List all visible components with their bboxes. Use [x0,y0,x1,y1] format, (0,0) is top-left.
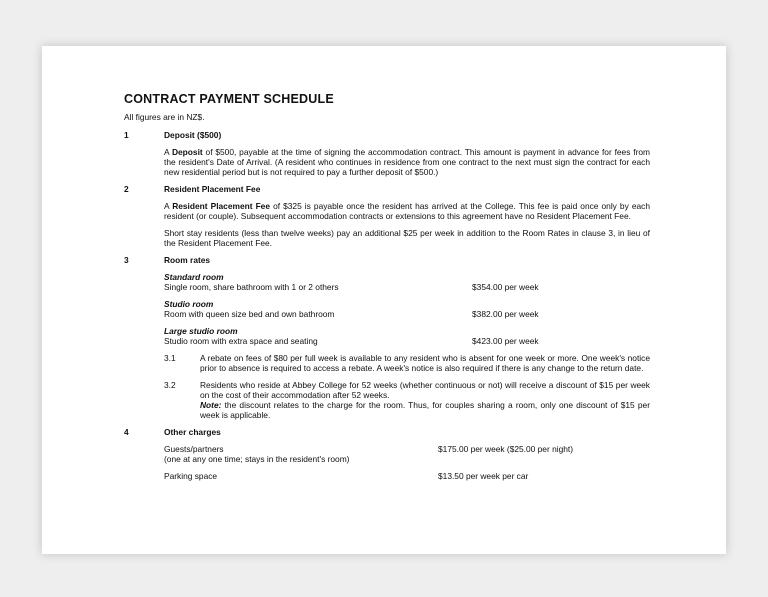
document-page [42,46,726,554]
room-name: Large studio room [164,326,238,336]
text-run: of $325 is payable once the resident has arrived at the College. This fee is paid once only by each resident (or couple). Subsequent accommodation contracts or extensions to this agreement have no Resident Placement Fee. [164,201,650,221]
room-price: $354.00 per week [472,282,539,292]
charge-parking [164,471,650,481]
bold-term: Resident Placement Fee [172,201,271,211]
room-price: $423.00 per week [472,336,539,346]
page-title: CONTRACT PAYMENT SCHEDULE [124,92,334,106]
placement-fee-paragraph [164,201,650,221]
section-heading: Deposit ($500) [164,130,222,140]
note-label: Note: [200,400,222,410]
charge-subnote: (one at any one time; stays in the resident's room) [164,454,350,464]
charge-description: Parking space [164,471,218,481]
section-number: 1 [124,130,129,140]
section-heading: Other charges [164,427,221,437]
currency-note: All figures are in NZ$. [124,112,205,122]
section-number: 3 [124,255,129,265]
text-run: of $500, payable at the time of signing the accommodation contract. This amount is payment in advance for fees from the resident's Date of Arrival. (A resident who continues in residence from one contract to the next must sign the contract for each new residential period but is not required to pay a further deposit of $500.) [164,147,650,177]
section-2-header [124,184,650,194]
clause-number: 3.2 [164,380,176,390]
section-heading: Room rates [164,255,211,265]
room-standard [164,272,650,292]
room-description: Single room, share bathroom with 1 or 2 others [164,282,339,292]
clause-3-2 [164,380,650,420]
section-number: 2 [124,184,129,194]
text-run: Residents who reside at Abbey College for 52 weeks (whether continuous or not) will receive a discount of $15 per week on the cost of their accommodation after 52 weeks. [200,380,650,400]
section-1-header [124,130,650,140]
section-heading: Resident Placement Fee [164,184,261,194]
charge-guests [164,444,650,464]
room-name: Standard room [164,272,224,282]
room-name: Studio room [164,299,214,309]
short-stay-paragraph: Short stay residents (less than twelve weeks) pay an additional $25 per week in addition to the Room Rates in clause 3, in lieu of the Resident Placement Fee. [164,228,650,248]
deposit-paragraph [164,147,650,177]
room-description: Studio room with extra space and seating [164,336,318,346]
charge-price: $175.00 per week ($25.00 per night) [438,444,574,454]
bold-term: Deposit [171,147,203,157]
charge-description: Guests/partners [164,444,224,454]
section-number: 4 [124,427,129,437]
room-large-studio [164,326,650,346]
text-run: A [164,147,172,157]
text-run: the discount relates to the charge for the room. Thus, for couples sharing a room, only one discount of $15 per week is applicable. [200,400,650,420]
room-studio [164,299,650,319]
text-run: A [164,201,173,211]
section-4-header [124,427,650,437]
room-price: $382.00 per week [472,309,539,319]
room-description: Room with queen size bed and own bathroom [164,309,335,319]
clause-text [200,380,650,420]
section-3-header [124,255,650,265]
clause-number: 3.1 [164,353,176,363]
document-content [124,94,650,488]
clause-text: A rebate on fees of $80 per full week is available to any resident who is absent for one week or more. One week's notice prior to absence is required to access a rebate. A week's notice is also required if there is any change to the return date. [200,353,650,373]
charge-price: $13.50 per week per car [438,471,529,481]
clause-3-1 [164,353,650,373]
